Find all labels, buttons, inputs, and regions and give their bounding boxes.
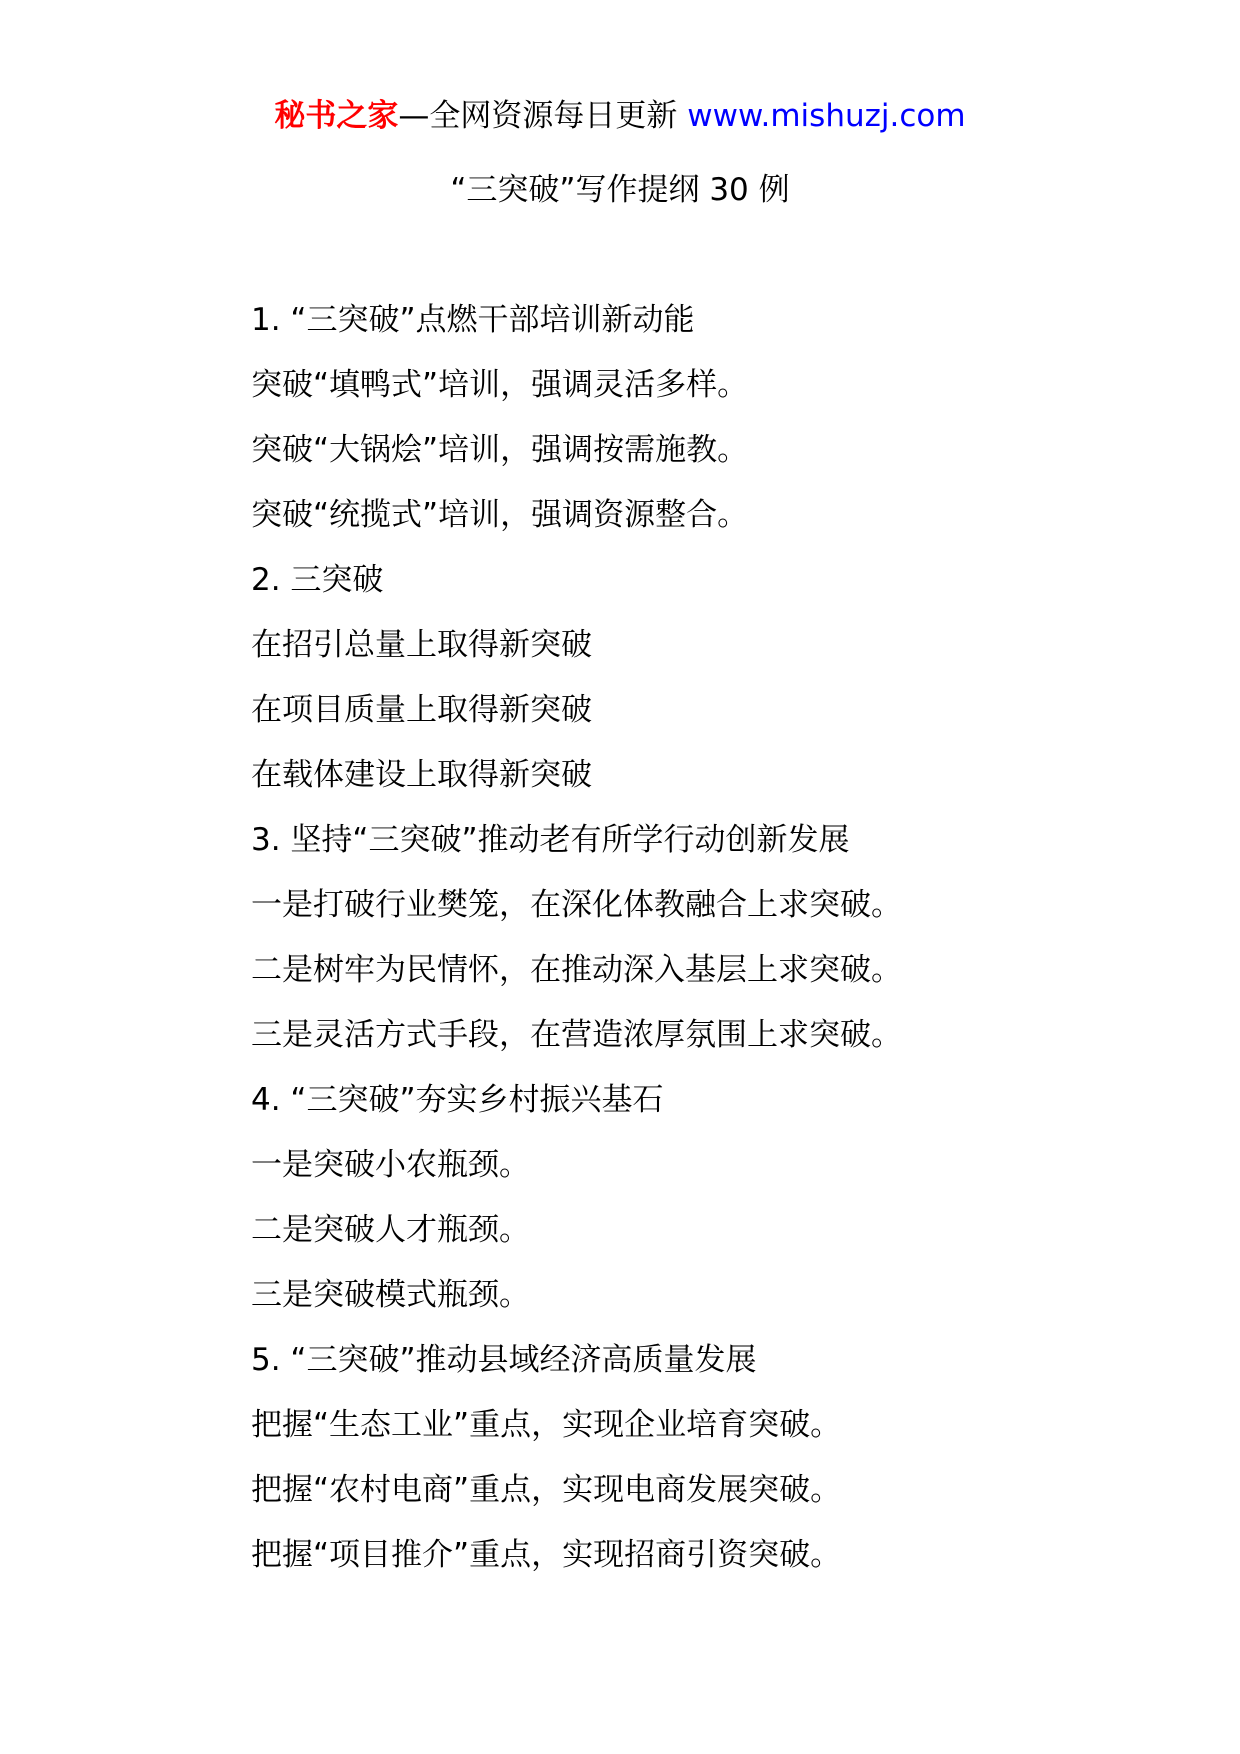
heading-1: 1. “三突破”点燃干部培训新动能 bbox=[251, 302, 695, 338]
site-header bbox=[0, 96, 1240, 136]
site-url-link[interactable]: www.mishuzj.com bbox=[687, 98, 966, 134]
heading-4: 4. “三突破”夯实乡村振兴基石 bbox=[251, 1082, 664, 1118]
body-line: 在招引总量上取得新突破 bbox=[251, 627, 592, 663]
body-line: 二是突破人才瓶颈。 bbox=[251, 1212, 530, 1248]
body-line: 把握“生态工业”重点，实现企业培育突破。 bbox=[251, 1407, 842, 1443]
document-body bbox=[251, 300, 1211, 1600]
body-line: 三是突破模式瓶颈。 bbox=[251, 1277, 530, 1313]
body-line: 突破“大锅烩”培训，强调按需施教。 bbox=[251, 432, 749, 468]
site-brand: 秘书之家 bbox=[274, 98, 399, 134]
heading-3: 3. 坚持“三突破”推动老有所学行动创新发展 bbox=[251, 822, 850, 858]
body-line: 突破“统揽式”培训，强调资源整合。 bbox=[251, 497, 749, 533]
body-line: 三是灵活方式手段，在营造浓厚氛围上求突破。 bbox=[251, 1017, 902, 1053]
site-tagline: —全网资源每日更新 bbox=[398, 98, 688, 134]
body-line: 一是打破行业樊笼，在深化体教融合上求突破。 bbox=[251, 887, 902, 923]
body-line: 把握“农村电商”重点，实现电商发展突破。 bbox=[251, 1472, 842, 1508]
body-line: 在载体建设上取得新突破 bbox=[251, 757, 592, 793]
heading-2: 2. 三突破 bbox=[251, 562, 384, 598]
body-line: 突破“填鸭式”培训，强调灵活多样。 bbox=[251, 367, 749, 403]
document-title: “三突破”写作提纲 30 例 bbox=[450, 172, 790, 208]
body-line: 二是树牢为民情怀，在推动深入基层上求突破。 bbox=[251, 952, 902, 988]
body-line: 把握“项目推介”重点，实现招商引资突破。 bbox=[251, 1537, 842, 1573]
body-line: 在项目质量上取得新突破 bbox=[251, 692, 592, 728]
body-line: 一是突破小农瓶颈。 bbox=[251, 1147, 530, 1183]
heading-5: 5. “三突破”推动县域经济高质量发展 bbox=[251, 1342, 757, 1378]
